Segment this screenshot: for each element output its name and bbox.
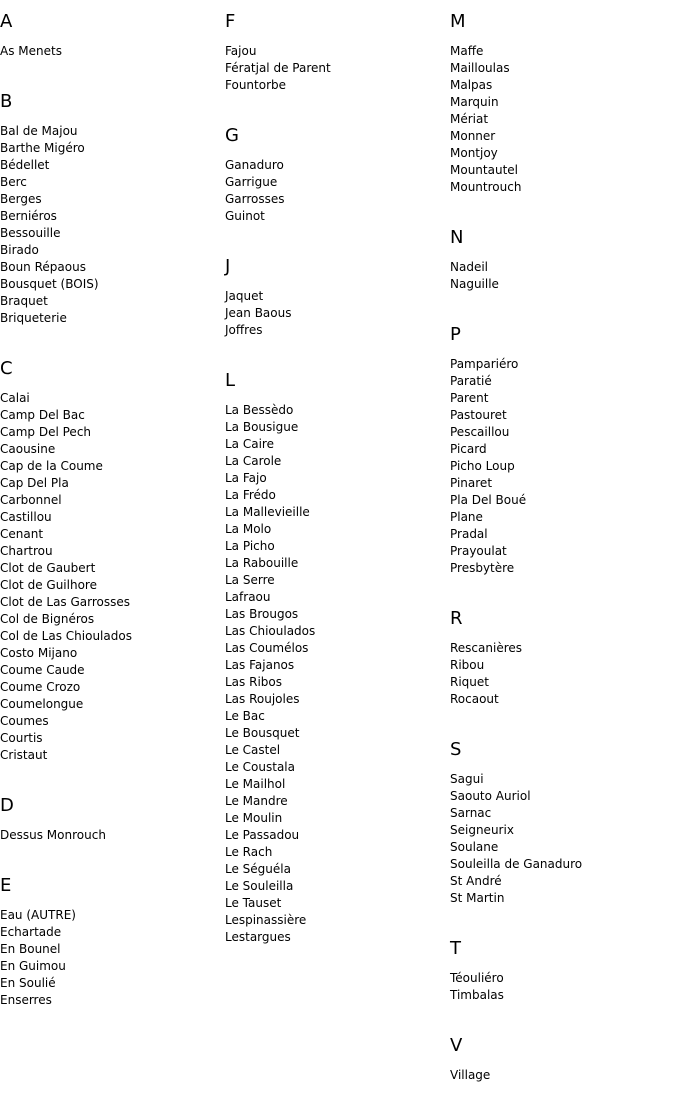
place-link[interactable]: Camp Del Bac [0, 408, 85, 422]
place-link[interactable]: Las Fajanos [225, 658, 295, 672]
place-list [450, 259, 672, 293]
place-link[interactable]: Castillou [0, 510, 52, 524]
place-link[interactable]: Boun Répaous [0, 260, 86, 274]
place-link[interactable]: La Molo [225, 522, 272, 536]
place-list [225, 43, 447, 94]
place-link[interactable]: Las Ribos [225, 675, 282, 689]
letter-heading: P [450, 324, 461, 345]
letter-heading: N [450, 227, 464, 248]
letter-heading: T [450, 938, 461, 959]
place-link[interactable]: Seigneurix [450, 823, 514, 837]
place-link[interactable]: Riquet [450, 675, 489, 689]
place-link[interactable]: En Soulié [0, 976, 56, 990]
letter-group-p [450, 324, 672, 577]
place-list [225, 157, 447, 225]
place-link[interactable]: Joffres [225, 323, 263, 337]
place-link[interactable]: Berniéros [0, 209, 57, 223]
index-column-3 [450, 0, 672, 1115]
place-link[interactable]: Col de Las Chioulados [0, 629, 132, 643]
place-link[interactable]: Naguille [450, 277, 499, 291]
letter-heading: F [225, 11, 236, 32]
place-link[interactable]: Picard [450, 442, 487, 456]
letter-heading: B [0, 91, 13, 112]
place-link[interactable]: La Fajo [225, 471, 267, 485]
letter-heading: J [225, 256, 231, 277]
place-link[interactable]: Clot de Las Garrosses [0, 595, 131, 609]
letter-group-b [0, 91, 222, 327]
place-link[interactable]: Courtis [0, 731, 43, 745]
place-link[interactable]: Pinaret [450, 476, 493, 490]
place-link[interactable]: Le Moulin [225, 811, 283, 825]
place-link[interactable]: Le Souleilla [225, 879, 294, 893]
place-link[interactable]: Rocaout [450, 692, 499, 706]
letter-group-r [450, 608, 672, 708]
place-link[interactable]: La Carole [225, 454, 282, 468]
place-link[interactable]: Soulane [450, 840, 499, 854]
letter-heading: L [225, 370, 236, 391]
letter-heading: C [0, 358, 13, 379]
place-link[interactable]: Mériat [450, 112, 489, 126]
place-link[interactable]: La Serre [225, 573, 275, 587]
place-link[interactable]: Pradal [450, 527, 488, 541]
place-link[interactable]: La Frédo [225, 488, 276, 502]
place-link[interactable]: Guinot [225, 209, 265, 223]
place-link[interactable]: Ribou [450, 658, 485, 672]
letter-group-n [450, 227, 672, 293]
place-link[interactable]: Le Bac [225, 709, 265, 723]
place-link[interactable]: Nadeil [450, 260, 488, 274]
place-link[interactable]: Sagui [450, 772, 484, 786]
place-link[interactable]: Malpas [450, 78, 493, 92]
place-link[interactable]: Fountorbe [225, 78, 287, 92]
place-link[interactable]: Le Castel [225, 743, 281, 757]
place-link[interactable]: Maffe [450, 44, 484, 58]
place-link[interactable]: Mountrouch [450, 180, 522, 194]
place-link[interactable]: Las Coumélos [225, 641, 309, 655]
place-list [225, 288, 447, 339]
place-link[interactable]: Garrosses [225, 192, 285, 206]
place-link[interactable]: Clot de Gaubert [0, 561, 96, 575]
place-link[interactable]: Coumes [0, 714, 49, 728]
letter-group-m [450, 11, 672, 196]
place-link[interactable]: Pla Del Boué [450, 493, 527, 507]
place-link[interactable]: La Caire [225, 437, 274, 451]
place-link[interactable]: La Mallevieille [225, 505, 310, 519]
place-link[interactable]: Carbonnel [0, 493, 62, 507]
place-link[interactable]: Col de Bignéros [0, 612, 95, 626]
place-link[interactable]: St Martin [450, 891, 505, 905]
place-link[interactable]: Prayoulat [450, 544, 507, 558]
place-link[interactable]: Souleilla de Ganaduro [450, 857, 583, 871]
place-link[interactable]: Barthe Migéro [0, 141, 85, 155]
place-link[interactable]: La Picho [225, 539, 275, 553]
place-list [450, 1067, 672, 1084]
place-link[interactable]: Cenant [0, 527, 44, 541]
place-link[interactable]: Pastouret [450, 408, 507, 422]
place-link[interactable]: Bédellet [0, 158, 50, 172]
place-link[interactable]: Clot de Guilhore [0, 578, 97, 592]
place-link[interactable]: Rescanières [450, 641, 523, 655]
place-link[interactable]: En Guimou [0, 959, 66, 973]
place-link[interactable]: Coumelongue [0, 697, 84, 711]
place-link[interactable]: Bousquet (BOIS) [0, 277, 99, 291]
place-link[interactable]: Le Coustala [225, 760, 295, 774]
place-link[interactable]: Lafraou [225, 590, 271, 604]
letter-group-t [450, 938, 672, 1004]
letter-group-c [0, 358, 222, 764]
place-link[interactable]: Le Séguéla [225, 862, 291, 876]
place-link[interactable]: Coume Crozo [0, 680, 81, 694]
place-link[interactable]: Las Roujoles [225, 692, 300, 706]
index-column-2 [225, 0, 447, 977]
place-link[interactable]: Las Brougos [225, 607, 299, 621]
place-link[interactable]: Ganaduro [225, 158, 284, 172]
letter-heading: E [0, 875, 12, 896]
place-link[interactable]: Le Passadou [225, 828, 300, 842]
place-link[interactable]: Bessouille [0, 226, 61, 240]
place-link[interactable]: Chartrou [0, 544, 53, 558]
place-link[interactable]: Echartade [0, 925, 62, 939]
place-link[interactable]: Le Mailhol [225, 777, 286, 791]
place-link[interactable]: Le Mandre [225, 794, 288, 808]
place-link[interactable]: Coume Caude [0, 663, 85, 677]
place-list [0, 827, 222, 844]
place-link[interactable]: Lespinassière [225, 913, 307, 927]
place-link[interactable]: Monner [450, 129, 496, 143]
place-link[interactable]: Marquin [450, 95, 499, 109]
letter-group-d [0, 795, 222, 844]
place-list [450, 43, 672, 196]
letter-group-j [225, 256, 447, 339]
place-link[interactable]: Berc [0, 175, 27, 189]
letter-group-s [450, 739, 672, 907]
place-link[interactable]: Cristaut [0, 748, 48, 762]
place-link[interactable]: Pescaillou [450, 425, 510, 439]
place-link[interactable]: Cap de la Coume [0, 459, 103, 473]
place-link[interactable]: La Bessèdo [225, 403, 294, 417]
letter-group-g [225, 125, 447, 225]
place-link[interactable]: Fajou [225, 44, 257, 58]
letter-group-l [225, 370, 447, 946]
letter-heading: G [225, 125, 239, 146]
letter-heading: D [0, 795, 14, 816]
place-link[interactable]: Sarnac [450, 806, 492, 820]
letter-heading: M [450, 11, 466, 32]
letter-heading: R [450, 608, 463, 629]
place-link[interactable]: Bal de Majou [0, 124, 78, 138]
place-link[interactable]: Berges [0, 192, 42, 206]
letter-group-v [450, 1035, 672, 1084]
place-link[interactable]: Picho Loup [450, 459, 515, 473]
letter-group-f [225, 11, 447, 94]
letter-heading: A [0, 11, 13, 32]
place-list [0, 907, 222, 1009]
place-link[interactable]: La Rabouille [225, 556, 299, 570]
place-link[interactable]: Enserres [0, 993, 52, 1007]
letter-heading: S [450, 739, 462, 760]
place-link[interactable]: St André [450, 874, 502, 888]
place-link[interactable]: As Menets [0, 44, 62, 58]
place-link[interactable]: Birado [0, 243, 39, 257]
place-link[interactable]: Jean Baous [225, 306, 292, 320]
place-list [0, 390, 222, 764]
place-link[interactable]: Dessus Monrouch [0, 828, 106, 842]
place-list [225, 402, 447, 946]
place-link[interactable]: Costo Mijano [0, 646, 78, 660]
place-link[interactable]: Timbalas [450, 988, 504, 1002]
place-link[interactable]: En Bounel [0, 942, 61, 956]
place-link[interactable]: Téouliéro [450, 971, 504, 985]
place-link[interactable]: Pampariéro [450, 357, 519, 371]
place-link[interactable]: Paratié [450, 374, 492, 388]
place-link[interactable]: Lestargues [225, 930, 291, 944]
place-link[interactable]: Saouto Auriol [450, 789, 531, 803]
place-link[interactable]: Fératjal de Parent [225, 61, 331, 75]
place-link[interactable]: Mountautel [450, 163, 518, 177]
place-link[interactable]: Calai [0, 391, 30, 405]
place-list [450, 640, 672, 708]
place-link[interactable]: Briqueterie [0, 311, 67, 325]
letter-group-e [0, 875, 222, 1009]
place-link[interactable]: Caousine [0, 442, 56, 456]
place-list [0, 43, 222, 60]
place-link[interactable]: Plane [450, 510, 483, 524]
place-list [450, 356, 672, 577]
place-link[interactable]: Presbytère [450, 561, 515, 575]
place-list [450, 771, 672, 907]
place-link[interactable]: Parent [450, 391, 489, 405]
place-list [450, 970, 672, 1004]
place-link[interactable]: Village [450, 1068, 491, 1082]
place-link[interactable]: Mailloulas [450, 61, 510, 75]
place-link[interactable]: Garrigue [225, 175, 278, 189]
place-link[interactable]: Le Tauset [225, 896, 282, 910]
place-link[interactable]: Jaquet [225, 289, 264, 303]
place-link[interactable]: Las Chioulados [225, 624, 316, 638]
place-list [0, 123, 222, 327]
place-link[interactable]: Cap Del Pla [0, 476, 69, 490]
place-link[interactable]: Eau (AUTRE) [0, 908, 76, 922]
place-link[interactable]: Le Bousquet [225, 726, 300, 740]
place-link[interactable]: La Bousigue [225, 420, 299, 434]
letter-group-a [0, 11, 222, 60]
place-link[interactable]: Montjoy [450, 146, 498, 160]
index-column-1 [0, 0, 222, 1040]
place-link[interactable]: Le Rach [225, 845, 273, 859]
place-link[interactable]: Camp Del Pech [0, 425, 92, 439]
place-link[interactable]: Braquet [0, 294, 48, 308]
letter-heading: V [450, 1035, 463, 1056]
